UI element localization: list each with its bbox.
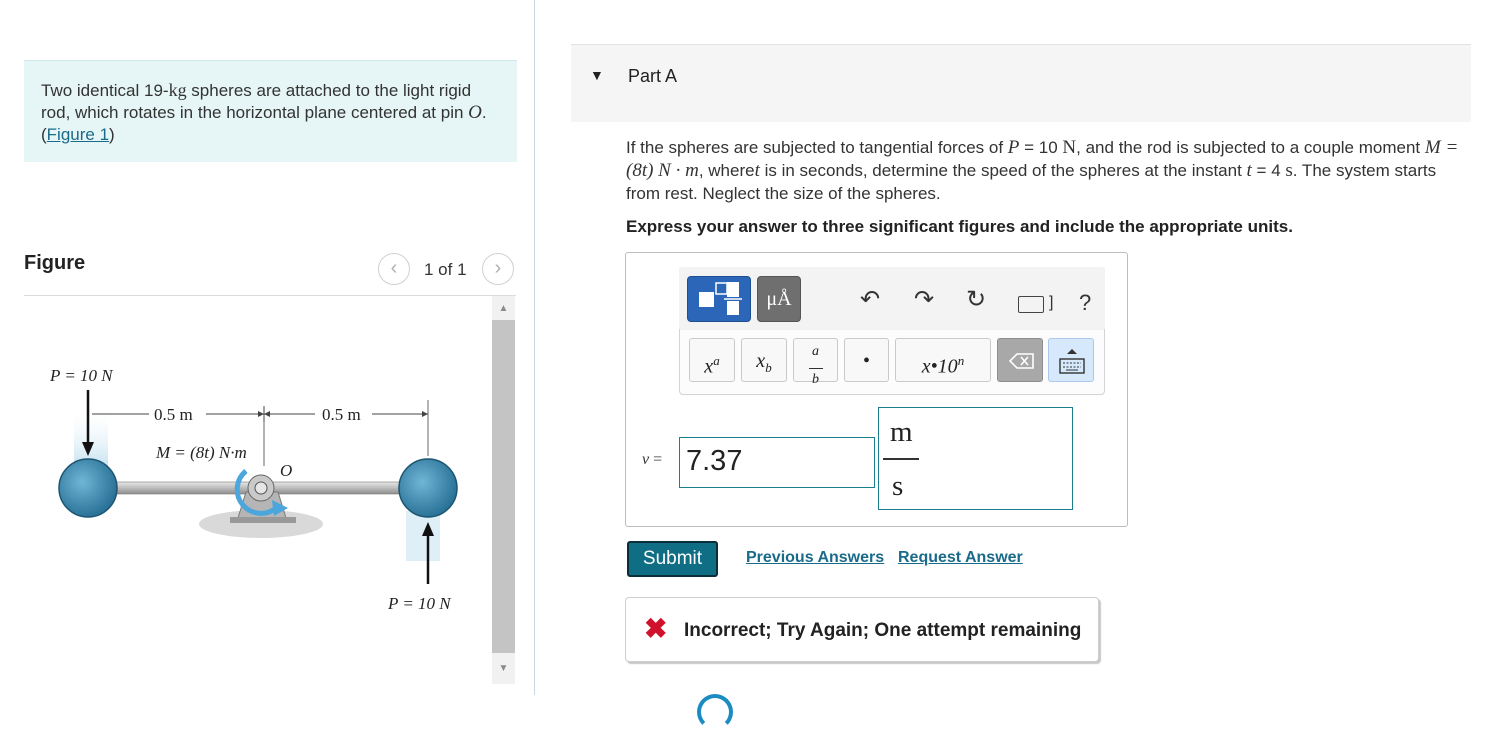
answer-instruction: Express your answer to three significant figures and include the appropriate units. <box>626 217 1293 236</box>
undo-icon[interactable]: ↶ <box>860 286 881 313</box>
incorrect-icon: ✖ <box>644 613 668 644</box>
label-dist-right: 0.5 m <box>322 405 361 424</box>
figure-link[interactable]: Figure 1 <box>46 125 110 144</box>
request-answer-link[interactable]: Request Answer <box>898 549 1023 566</box>
redo-icon[interactable]: ↷ <box>914 286 935 313</box>
label-p-right: P = 10 N <box>388 594 451 613</box>
label-moment: M = (8t) N·m <box>156 443 247 462</box>
caret-down-icon[interactable]: ▼ <box>590 67 604 83</box>
scroll-down-icon[interactable]: ▼ <box>498 663 509 674</box>
scientific-notation-button[interactable]: x•10$^n$ <box>895 338 991 382</box>
keyboard-icon[interactable] <box>1018 296 1044 313</box>
figure-counter: 1 of 1 <box>424 260 467 279</box>
help-icon[interactable]: ? <box>1079 290 1092 315</box>
reset-icon[interactable]: ↻ <box>966 286 987 313</box>
multiply-dot-button[interactable]: • <box>844 338 889 382</box>
label-dist-left: 0.5 m <box>154 405 193 424</box>
variable-label: v = <box>642 451 663 468</box>
label-pin: O <box>280 461 293 480</box>
chevron-right-icon[interactable]: › <box>482 253 514 285</box>
keyboard-toggle-icon[interactable] <box>1048 338 1094 382</box>
part-title: Part A <box>628 66 678 86</box>
templates-icon[interactable] <box>687 276 751 322</box>
label-p-left: P = 10 N <box>50 366 113 385</box>
answer-value-input[interactable]: 7.37 <box>679 437 875 488</box>
fraction-button[interactable]: a b <box>793 338 838 382</box>
panel-divider <box>534 0 535 695</box>
sphere-left <box>59 459 117 517</box>
backspace-icon[interactable] <box>997 338 1043 382</box>
question-text: If the spheres are subjected to tangential forces of P = 10 N, and the rod is subjected to a couple moment M = (8t) N · m, wheret is in seconds, determine the speed of the spheres at the instant t = 4 s. The system starts from rest. Neglect the size of the spheres. <box>626 137 1459 203</box>
subscript-button[interactable]: $x_b$ <box>741 338 787 382</box>
scroll-up-icon[interactable]: ▲ <box>498 303 509 314</box>
figure-scrollbar-thumb[interactable] <box>492 320 515 653</box>
part-header[interactable] <box>571 44 1471 122</box>
chevron-left-icon[interactable]: ‹ <box>378 253 410 285</box>
unit-numerator: m <box>890 416 913 448</box>
submit-button[interactable]: Submit <box>627 541 718 577</box>
mass-unit: kg <box>168 80 187 100</box>
units-button[interactable]: μÅ <box>757 276 801 322</box>
moment-expression: M = (8t) N · m <box>626 137 1459 181</box>
figure-diagram <box>24 296 490 686</box>
previous-answers-link[interactable]: Previous Answers <box>746 549 885 566</box>
superscript-button[interactable]: $x^a$ <box>689 338 735 382</box>
help-chat-icon[interactable] <box>697 694 733 730</box>
feedback-text: Incorrect; Try Again; One attempt remaining <box>684 620 1082 641</box>
unit-denominator: s <box>892 470 904 502</box>
sphere-right <box>399 459 457 517</box>
problem-statement: Two identical 19-kg spheres are attached to the light rigid rod, which rotates in the horizontal plane centered at pin O. (Figure 1) <box>24 60 517 162</box>
unit-fraction-bar <box>883 458 919 460</box>
keyboard-bracket: ] <box>1049 294 1054 311</box>
pin-symbol: O <box>468 102 482 123</box>
figure-heading: Figure <box>24 252 86 274</box>
